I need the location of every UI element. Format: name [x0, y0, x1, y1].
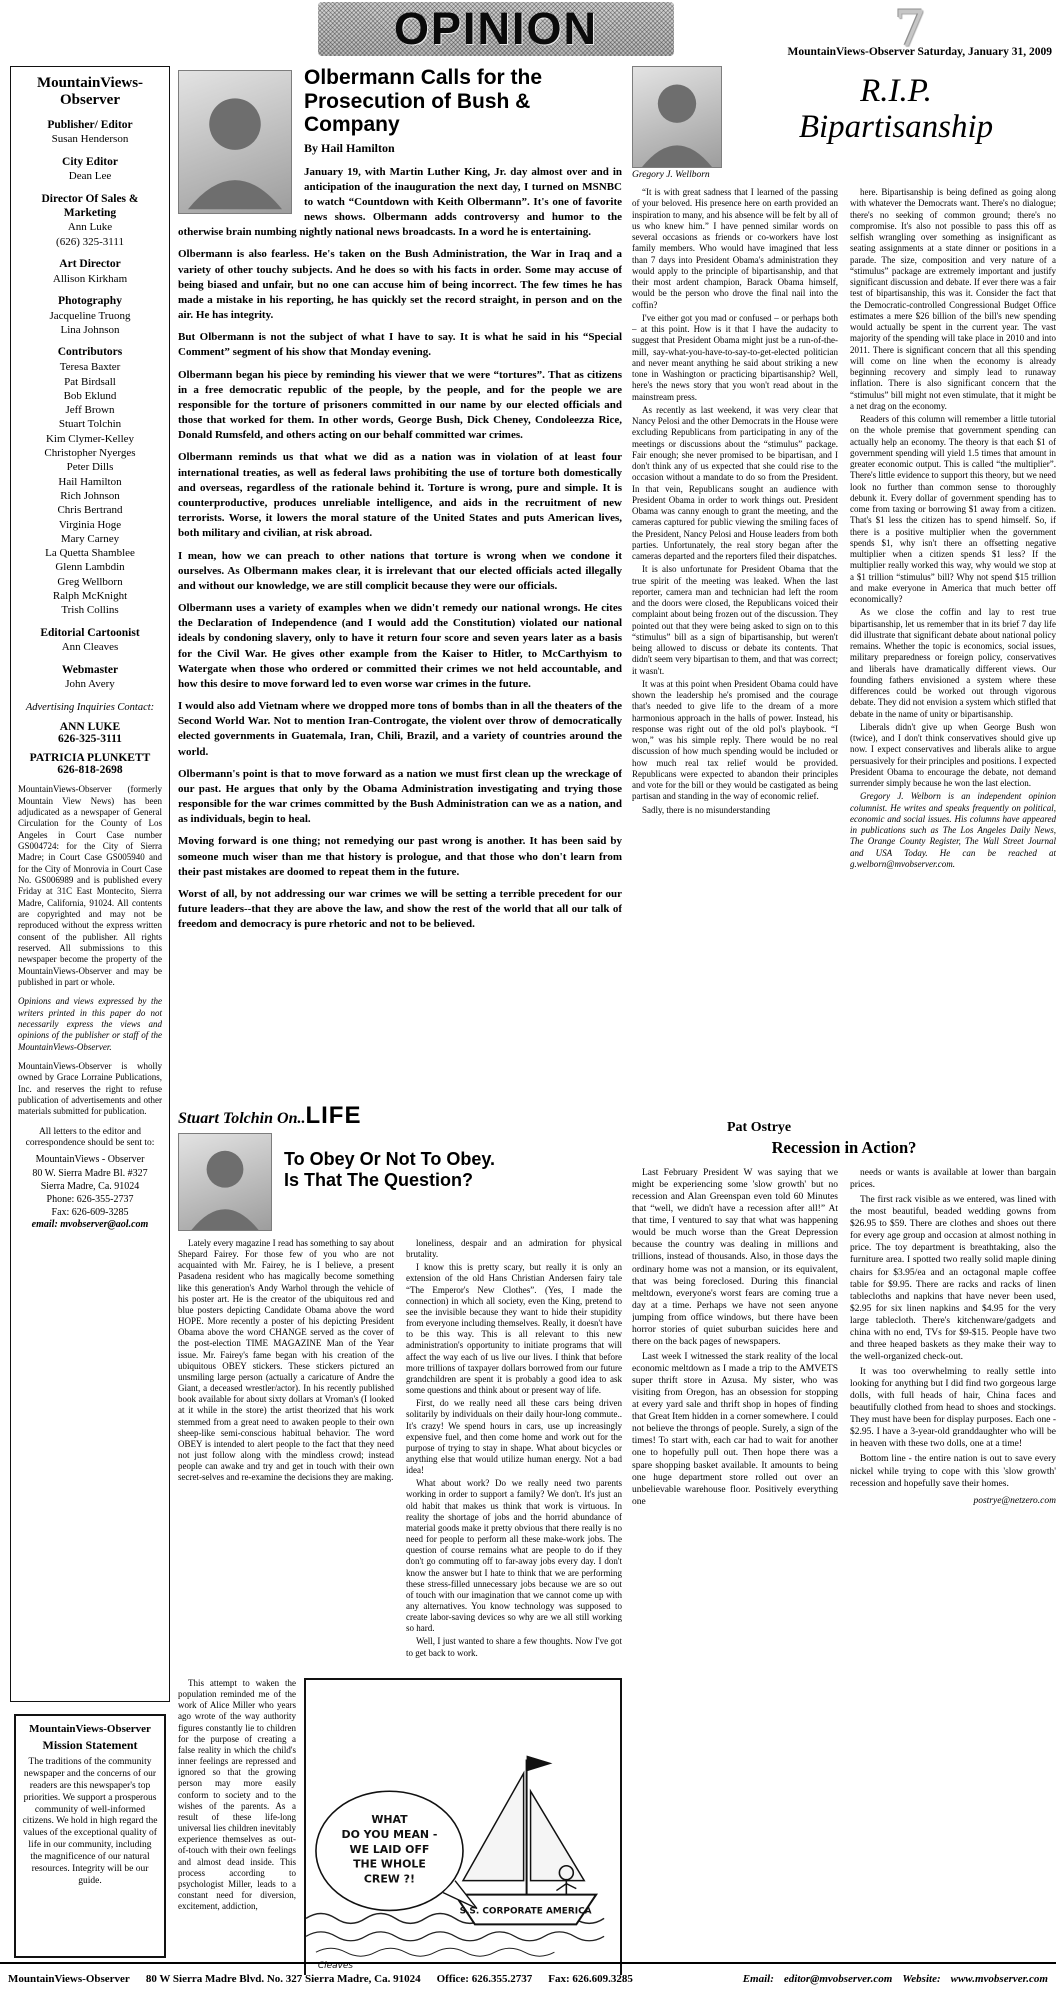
legal-notice-ownership: MountainViews-Observer is wholly owned by Grace Lorraine Publications, Inc. and reserves the right to refuse publication of advertisements and other materials submitted for publication. [18, 1060, 162, 1117]
legal-notice: MountainViews-Observer (formerly Mountain View News) has been adjudicated as a newspaper of General Circulation for the County of Los Angeles in Court Case number GS004724: for the City of Sierra Madre; in Court Case GS005940 and for the City of Monrovia in Court Case No. GS006989 and is published every Friday at 31C East Montecito, Sierra Madre, California, 91024. All contents are copyrighted and may not be reproduced without the express written consent of the publisher. All rights reserved. All submissions to this newspaper become the property of the MountainViews-Observer and may be published in part or whole. [18, 784, 162, 987]
masthead-email[interactable]: email: mvobserver@aol.com [31, 1219, 149, 1231]
paragraph: January 19, with Martin Luther King, Jr. day almost over and in anticipation of the inauguration the next day, I turned on MSNBC to watch “Countdown with Keith Olbermann”. It's one of favorite news shows. Olbermann adds controversy and humor to the otherwise brain numbing nightly national news broadcasts. In a word he is entertaining. [178, 165, 622, 239]
paragraph: I know this is pretty scary, but really it is only an extension of the old Hans Christian Andersen fairy tale “The Emperor's New Clothes”. (Yes, I made the connection) in which all society, even the King, pretend to see the invisible because they want to hide their stupidity from everyone including themselves. Really, it doesn't have to be this way. This is all relevant to this new administration's opportunity to initiate programs that will affect the way each of us live our lives. I think that before more trillions of taxpayer dollars borrowed from our future grandchildren are spent it is probably a good idea to ask some questions and think about or present way of life. [406, 1262, 622, 1396]
masthead-role-cartoonist [18, 627, 162, 655]
cartoon-speech-line: WE LAID OFF [349, 1842, 430, 1856]
person-name: (626) 325-3111 [56, 235, 124, 248]
paragraph: Bottom line - the entire nation is out to save every nickel while trying to cope with this 'slow growth' recession and hopefully save their homes. [850, 1454, 1056, 1489]
contributor-name: Hail Hamilton [58, 475, 122, 488]
person-name: Susan Henderson [51, 133, 129, 146]
advertising-label: Advertising Inquiries Contact: [25, 701, 155, 713]
cartoon-drawing [306, 1680, 620, 1975]
column-2-paragraphs [850, 1167, 1056, 1490]
masthead-role-photography [18, 295, 162, 337]
kicker-author: Stuart Tolchin On.. [178, 1110, 306, 1127]
paragraph: “It is with great sadness that I learned of the passing of your beloved. His presence here on earth provided an inspiration to many, and his absence will be felt by all of us who knew him.” I have penned similar words on several occasions as friends or co-workers have lost family members. Who would have imagined that less than 7 days into President Obama's administration they would apply to the principle of bipartisanship, and that their most ardent champion, Barack Obama himself, would be the person who drove the final nail into the coffin? [632, 187, 838, 310]
contributor-name: Glenn Lambdin [55, 561, 125, 574]
paragraph: Olbermann uses a variety of examples when we didn't remedy our national wrongs. He cites the Declaration of Independence (and I would add the Constitution) violated our national ideals by condoning slavery, only to have it return four score and seven years later as a basis for the Civil War. He gives other example from the Kaiser to Hitler, to McCarthyism to Watergate when those who ordered or committed their crimes we not held accountable, and how this desire to move forward led to even worse war crimes in the future. [178, 602, 622, 690]
address-line: Fax: 626-609-3285 [51, 1207, 129, 1219]
contributor-name: Teresa Baxter [59, 361, 121, 374]
paragraph: Olbermann's point is that to move forward as a nation we must first clean up the wreckage of our past. He argues that only by the Obama Administration investigating and trying those responsible for the war crimes committed by the Bush Administration can we as a nation, and as individuals, begin to heal. [178, 767, 622, 826]
ostrye-article [632, 1120, 1056, 1958]
cartoon-speech-line: WHAT [371, 1813, 408, 1827]
paragraph: Moving forward is one thing; not remedying our past wrong is another. It has been said by someone much wiser than me that history is prologue, and that those who don't learn from their past mistakes are doomed to repeat them in the future. [178, 835, 622, 878]
masthead-role-city-editor [18, 156, 162, 184]
page-number: 7 [894, 0, 926, 58]
paragraph: Liberals didn't give up when George Bush won (twice), and I don't think conservatives should give up now. I expect conservatives and liberals alike to argue persuasively for their principles and positions. I expected President Obama to encourage the debate, not demand surrender simply because he won the last election. [850, 721, 1056, 788]
advertising-contact-block [18, 702, 162, 777]
headline-line: To Obey Or Not To Obey. [284, 1149, 496, 1169]
person-silhouette-icon [179, 71, 291, 213]
footer-contact-group [743, 1973, 1048, 1985]
mission-statement-text: The traditions of the community newspaper and the concerns of our readers are this newspaper's top priorities. We support a prosperous community of well-informed citizens. We hold in high regard the values of the exceptional quality of life in our community, including the magnificence of our natural resources. Integrity will be our guide. [22, 1756, 158, 1887]
role-title: Art Director [59, 257, 121, 270]
advertising-contact-phone: 626-325-3111 [58, 733, 122, 746]
paragraph: Sadly, there is no misunderstanding [642, 804, 771, 815]
column-2 [850, 1167, 1056, 1511]
footer-paper-name: MountainViews-Observer [8, 1973, 130, 1985]
paragraph: Last week I witnessed the stark reality of the local economic meltdown as I made a trip to the AMVETS super thrift store in Azusa. My sister, who was visiting from Oregon, has an obsession for stopping at every yard sale and thrift shop in hopes of finding that Great Item hidden in a corner somewhere. I could not believe the throngs of people. Surely, a sign of the times! To start with, each car had to wait for another one to hopefully pull out. Then hope there was a spare shopping basket available. It amounts to being one huge department store rolled out over an unbelievable warehouse floor. Positively everything one [632, 1351, 838, 1507]
section-banner [318, 2, 674, 56]
olbermann-article [178, 66, 622, 1098]
stuart-tolchin-photo [178, 1133, 272, 1231]
address-line: Sierra Madre, Ca. 91024 [40, 1180, 140, 1192]
paragraph: As we close the coffin and lay to rest true bipartisanship, let us remember that in its brief 7 day life did illustrate that significant debate about national policy remains. Whether the topic is economics, social issues, military preparedness or foreign policy, conservatives and liberals have dramatically different views. Our founding fathers envisioned a system where these differences could be worked out through vigorous debate. They did not envision a system which stifled that debate in the name of unity or bipartisanship. [850, 607, 1056, 719]
role-title: Webmaster [61, 663, 119, 676]
gregory-wellborn-photo [632, 66, 722, 168]
contributor-name: Peter Dills [66, 461, 114, 474]
article-columns [632, 187, 1056, 1087]
mission-statement-box [14, 1714, 166, 1958]
rip-header [632, 66, 1056, 180]
person-name: John Avery [65, 678, 115, 691]
paragraph: The first rack visible as we entered, was lined with the most beautiful, beaded wedding gowns from $26.95 to $59. There are clothes and shoes out there for every age group and occasion at almost nothing in price. The toy department is breathtaking, also the furniture area. I spotted two really solid maple dining chairs for $3.95/ea and an octagonal maple coffee table for $9.95. There are racks and racks of linen tablecloths and napkins that have never been used, $2.95 for six linen napkins and $4.95 for the very large tablecloth. There's kitchenware/gadgets and china with no end, TVs for $9-$15. People have two and three heaped baskets as they make their way to the well-organized check-out. [850, 1195, 1056, 1362]
hail-hamilton-photo [178, 70, 292, 214]
rip-bipartisanship-article [632, 66, 1056, 1112]
article-body [178, 165, 622, 933]
footer-address-group [8, 1973, 633, 1985]
masthead-role-publisher [18, 119, 162, 147]
address-line: MountainViews - Observer [35, 1154, 145, 1166]
masthead-role-contributors [18, 346, 162, 617]
role-names [18, 169, 162, 183]
headline-line: Is That The Question? [284, 1170, 474, 1191]
role-title: Publisher/ Editor [47, 118, 133, 131]
column-2 [406, 1238, 622, 1672]
role-title: City Editor [62, 155, 118, 168]
paragraph: But Olbermann is not the subject of what I have to say. It is what he said in his “Special Comment” segment of his show that Monday evening. [178, 331, 622, 359]
paragraph: Worst of all, by not addressing our war crimes we will be setting a terrible precedent for our future leaders--that they are above the law, and show the rest of the world that all our talk of freedom and democracy is pure rhetoric and not to be believed. [178, 887, 622, 931]
author-bio: Gregory J. Welborn is an independent opinion columnist. He writes and speaks frequently on political, economic and social issues. His columns have appeared in publications such as The Los Angeles Daily News, The Orange County Register, The Wall Street Journal and USA Today. He can be reached at g.welborn@mvobserver.com. [850, 791, 1056, 869]
paragraph: This attempt to waken the population reminded me of the work of Alice Miller who years ago wrote of the way authority figures constantly lie to children for the purpose of creating a false reality in which the child's inner feelings are repressed and ignored so that the growing person may more easily conform to society and to the wishes of the parents. As a result of these life-long universal lies children inevitably experience themselves as out-of-touch with their own feelings and almost dead inside. This process according to psychologist Miller, leads to a constant need for diversion, excitement, addiction, [178, 1678, 296, 1912]
footer-email-label: Email: [742, 1973, 774, 1985]
person-silhouette-icon [633, 67, 721, 167]
paragraph: It is also unfortunate for President Obama that the true spirit of the meeting was leaked. When the last reporter, camera man and technician had left the room and the doors were closed, the Republicans voiced their complaint about being frozen out of the discussion. They pointed out that they were being asked to sign on to this “stimulus” bill as a sign of bipartisanship, but weren't being allowed to discuss or debate its contents. That didn't seem very bipartisan to them, and that was correct; it wasn't. [632, 564, 838, 676]
rip-photo-block [632, 66, 726, 180]
paragraph: Well, I just wanted to share a few thoughts. Now I've got to get back to work. [406, 1636, 622, 1658]
paragraph: loneliness, despair and an admiration for physical brutality. [406, 1238, 622, 1260]
contributor-name: Stuart Tolchin [58, 418, 122, 431]
role-names [18, 640, 162, 654]
article-headline: Olbermann Calls for the Prosecution of Bush & Company [304, 66, 543, 137]
mission-paper-title: MountainViews-Observer [29, 1723, 151, 1735]
paragraph: Olbermann reminds us that what we did as a nation was in violation of at least four international treaties, as well as federal laws prohibiting the use of torture both domestically and overseas, regardless of the rationale behind it. Torture is wrong, pure and simple. It is counterproductive, produces unreliable intelligence, and aids in the recruitment of new terrorists. Worse, it lowers the moral stature of the United States and puts American lives, both military and civilian, at risk abroad. [178, 451, 622, 540]
person-name: Ann Cleaves [61, 641, 119, 654]
paragraph: needs or wants is available at lower than bargain prices. [850, 1168, 1056, 1191]
article-headline [736, 66, 1056, 180]
contributor-name: Mary Carney [60, 532, 120, 545]
legal-notice-opinions: Opinions and views expressed by the writers printed in this paper do not necessarily express the views and opinions of the publisher or staff of the MountainViews-Observer. [18, 996, 162, 1052]
role-names [18, 220, 162, 249]
masthead-role-webmaster [18, 664, 162, 692]
paragraph: I would also add Vietnam where we dropped more tons of bombs than in all the theaters of the Second World War. Not to mention Iran-Controgate, the violent over throw of democratically elected governments in Guatemala, Iran, Chili, Brazil, and a variety of countries around the world. [178, 700, 622, 758]
paragraph: Lately every magazine I read has something to say about Shepard Fairey. For those few of you who are not acquainted with Mr. Fairey, he is I believe, a present Pasadena resident who has magically become something like this generation's Andy Warhol through the vehicle of his poster art. He is the creator of the ubiquitous red and blue posters depicting Candidate Obama above the word HOPE. More recently a poster of his depicting President Obama above the word CHANGE served as the cover of the post-election TIME MAGAZINE Man of the Year issue. Mr. Fairey's fame began with his creation of the ubiquitous OBEY stickers. These stickers pictured an unsmiling large person (actually a caricature of Andre the Giant, a deceased wrestler/actor). In his recently published book available for about sixty dollars at Vroman's (I looked at it while in the store) the artist theorized that his work stemmed from a great need to awaken people to their own sheep-like semi-conscious habitual behavior. The word OBEY is intended to alert people to the fact that they need not just follow along with the mindless crowd; instead people can awake and try and get in touch with their own secret-selves and re-examine the decisions they are making. [178, 1238, 394, 1483]
masthead-role-art-director [18, 258, 162, 286]
tolchin-article [178, 1102, 622, 1975]
role-title: Photography [58, 295, 122, 308]
paragraph: here. Bipartisanship is being defined as going along with whatever the Democrats want. There's no dialogue; there's no seeking of common ground; there's no compromise. It's also not possible to pass this off as selfish wrangling over something as insignificant as seating assignments at a state dinner or positions in a parade. The size, composition and very nature of a “stimulus” package are extremely important and justify significant discussion and debate. If ever there was a fair test of bipartisanship, this was it. Consider the fact that the Democratic-controlled Congressional Budget Office estimates a mere $26 billion of the bill's new spending would actually be spent in the current year. The vast majority of the spending will take place in 2010 and into 2011. There is significant concern that all this spending will come on line when the economy is already beginning recovery and simply lead to runaway inflation. There is also significant concern that the “stimulus” bill might not even stimulate, that it might be a net drag on the economy. [850, 187, 1056, 411]
column-2-paragraphs [850, 187, 1056, 789]
person-name: Ann Luke [67, 221, 113, 234]
masthead-role-sales [18, 193, 162, 249]
role-names [18, 132, 162, 146]
article-author: Pat Ostrye [727, 1120, 792, 1135]
contributor-name: Rich Johnson [60, 489, 120, 502]
footer-office-phone: Office: 626.355.2737 [436, 1973, 533, 1985]
cartoon-boat-label: S.S. CORPORATE AMERICA [459, 1906, 592, 1917]
footer-fax: Fax: 626.609.3285 [548, 1973, 633, 1985]
footer-website-label: Website: [902, 1973, 941, 1985]
contributor-name: Jeff Brown [65, 404, 115, 417]
cartoon-speech-line: DO YOU MEAN - [341, 1827, 438, 1841]
article-columns [632, 1167, 1056, 1511]
column-1-continued [178, 1678, 296, 1975]
contributor-name: Trish Collins [61, 604, 119, 617]
person-silhouette-icon [179, 1134, 271, 1230]
section-title: OPINION [393, 3, 599, 54]
contributor-name: Ralph McKnight [52, 590, 128, 602]
paragraph: Olbermann began his piece by reminding his viewer that we were “tortures”. That as citizens in a free democratic republic of the people, by the people, and for the people we are responsible for the torture of prisoners committed in our name by our elected officials and those that worked for them. In other words, George Bush, Dick Cheney, Condoleezza Rice, Donald Rumsfeld, and others acting on our behalf committed war crimes. [178, 368, 622, 442]
role-names [18, 309, 162, 338]
role-title: Editorial Cartoonist [40, 626, 140, 639]
paragraph: First, do we really need all these cars being driven solitarily by individuals on their daily hour-long commute.. It's crazy! We spend hours in cars, use up increasingly expensive fuel, and then come home and work out for the purpose of trying to stay in shape. What about bicycles or anything else that would utilize human energy. Not a bad idea! [406, 1398, 622, 1476]
person-name: Dean Lee [68, 170, 112, 183]
paragraph: Readers of this column will remember a little tutorial on the whole premise that government spending can actually help an economy. The theory is that each $1 of government spending will yield 1.5 times that amount in greater economic output. This is called “the multiplier”. There's little evidence to support this theory, but we need look no further than common sense to thoroughly debunk it. Every dollar of government spending has to come from taxing or borrowing $1 away from a citizen. That's $1 less the citizen has to spend himself. So, if there is a positive multiplier when the government spends $1, why isn't there an offsetting negative multiplier when a citizen spends $1 less? If the multiplier really worked this way, why would we stop at a $1 trillion “stimulus” bill? Why not spend $15 trillion and make everyone in America that much better off economically? [850, 414, 1056, 604]
role-title: Contributors [57, 346, 123, 359]
contributor-name: Bob Eklund [63, 389, 117, 402]
column-2 [850, 187, 1056, 1087]
cartoon-speech-line: CREW ?! [363, 1872, 415, 1886]
footer-website[interactable]: www.mvobserver.com [950, 1973, 1048, 1985]
role-names [18, 677, 162, 691]
tolchin-bottom-row [178, 1678, 622, 1975]
role-names [18, 272, 162, 286]
paragraph: What about work? Do we really need two parents working in order to support a family? We don't. It's just an old habit that makes us think that work is virtuous. In reality the shortage of jobs and the horrid abundance of material goods make it pretty obvious that there really is no need for people to perform all these make-work jobs. The question of course remains what are people to do if they don't go commuting off to far-away jobs every day. I don't know the answer but I hate to think that we are performing these stress-filled unnecessary jobs because we are so out of touch with our imagination that we cannot come up with any alternatives. You know technology was supposed to create labor-saving devices so why are we all still working so hard. [406, 1478, 622, 1634]
contributors-list [18, 360, 162, 617]
masthead-title: MountainViews-Observer [36, 75, 144, 108]
masthead-sidebar [10, 66, 170, 1702]
paragraph: As recently as last weekend, it was very clear that Nancy Pelosi and the other Democrats in the House were excluding Republicans from participating in any of the meetings or discussions about the “stimulus” package. Fair enough; she never promised to be bipartisan, and I don't think any of us expected that she could rise to the occasion without a mandate to do so from the President. In that vein, Republicans sought an audience with President Obama in order to work things out. President Obama was canny enough to grant the meeting, and the cameras captured for public viewing the smiling faces of the President, Nancy Pelosi and House leaders from both parties. Unfortunately, the real story began after the cameras departed and the reporters filed their dispatches. [632, 404, 838, 561]
contributor-name: Pat Birdsall [64, 375, 116, 388]
person-name: Jacqueline Truong [49, 309, 131, 322]
paragraph: I mean, how we can preach to other nations that torture is wrong when we condone it ourselves. As Olbermann makes clear, it is irrelevant that our elected officials acted illegally and without our knowledge, we are still complicit because they were our officials. [178, 549, 622, 592]
contributor-name: Virginia Hoge [58, 518, 122, 531]
article-byline: By Hail Hamilton [304, 140, 395, 155]
paragraph: Olbermann is also fearless. He's taken on the Bush Administration, the War in Iraq and a variety of other touchy subjects. And he does so with his facts in order. Some may accuse of being biased and unfair, but no one can accuse him of being incorrect. The few times he has made a mistake in his reporting, he has quickly set the record straight, in person and on the air. He has integrity. [178, 248, 622, 322]
column-1 [632, 1167, 838, 1511]
headline-line: Bipartisanship [798, 108, 994, 145]
address-line: Phone: 626-355-2737 [46, 1193, 134, 1205]
advertising-contact-phone: 626-818-2698 [57, 764, 123, 777]
tolchin-header [178, 1133, 622, 1231]
kicker-word: LIFE [305, 1102, 362, 1129]
contributor-name: Chris Bertrand [57, 504, 123, 517]
photo-caption: Gregory J. Wellborn [632, 170, 710, 180]
column-1 [178, 1238, 394, 1672]
advertising-contact-name: ANN LUKE [59, 721, 121, 734]
author-email[interactable]: postrye@netzero.com [973, 1495, 1056, 1506]
letters-instruction: All letters to the editor and correspondence should be sent to: [25, 1126, 155, 1149]
advertising-contact-name: PATRICIA PLUNKETT [29, 752, 151, 765]
cartoonist-signature: Cleaves [317, 1961, 354, 1972]
column-kicker [178, 1102, 622, 1130]
cartoon-speech-line: THE WHOLE [353, 1857, 426, 1871]
contributor-name: La Quetta Shamblee [45, 547, 135, 560]
person-name: Lina Johnson [60, 324, 120, 337]
article-columns [178, 1238, 622, 1672]
role-title: Director Of Sales & Marketing [41, 192, 139, 219]
footer-address: 80 W Sierra Madre Blvd. No. 327 Sierra Madre, Ca. 91024 [145, 1973, 421, 1985]
paragraph: It was too overwhelming to really settle into looking for anything but I did find two gorgeous large dolls, with full heads of hair, China faces and beautifully clothed from head to shoes and stockings. They must have been for display purposes. Each one - $2.95. I have a 3-year-old granddaughter who will be in heaven with these two dolls, one at a time! [850, 1367, 1056, 1450]
contributor-name: Greg Wellborn [57, 575, 123, 588]
article-headline [284, 1133, 495, 1231]
editorial-cartoon [304, 1678, 622, 1975]
contributor-name: Christopher Nyerges [44, 447, 136, 460]
paragraph: I've either got you mad or confused – or perhaps both – at this point. How is it that I have the audacity to suggest that President Obama might just be a run-of-the-mill, say-what-you-have-to-say-to-get-elected politician and never meant anything he said about striking a new tone in Washington or practicing bipartisanship? Well, here's the news story that you won't read about in the mainstream press. [632, 312, 838, 402]
paragraph: It was at this point when President Obama could have shown the leadership he's promised and the courage that's needed to give life to the dream of a more harmonious approach in the halls of power. Instead, his response was right out of the old pol's playbook. “I won,” was his simple reply. There would be no real discussion of how much spending would be included or how much real tax relief would be provided. Republicans were expected to abandon their principles and vote for the bill or they would be castigated as being partisan and standing in the way of economic relief. [632, 678, 838, 802]
page-footer [0, 1962, 1056, 1992]
footer-email[interactable]: editor@mvobserver.com [783, 1973, 893, 1985]
dateline: MountainViews-Observer Saturday, January 31, 2009 [787, 46, 1052, 58]
mailing-address [18, 1153, 162, 1219]
contributor-name: Kim Clymer-Kelley [45, 432, 135, 445]
paragraph: Last February President W was saying that we might be experiencing some 'slow growth' but no recession and Alan Greenspan even told 60 Minutes that “well, we didn't have a recession after all!” At that time, I ventured to say that what was happening would be much worse than the Great Depression because the country was dealing in millions and trillions, instead of thousands. Also, in those days the ordinary home was not a mansion, or its equivalent, that was being foreclosed. During this financial meltdown, everyone's worst fears are coming true a day at a time. Perhaps we have not seen anyone jumping from office windows, but there have been horror stories of quiet suburban suicides here and there on the back pages of newspapers. [632, 1168, 838, 1347]
address-line: 80 W. Sierra Madre Bl. #327 [32, 1167, 148, 1179]
mission-statement-heading: Mission Statement [42, 1737, 138, 1752]
headline-line: R.I.P. [860, 73, 932, 109]
article-headline: Recession in Action? [771, 1138, 917, 1157]
person-name: Allison Kirkham [52, 272, 128, 285]
column-1 [632, 187, 838, 1087]
